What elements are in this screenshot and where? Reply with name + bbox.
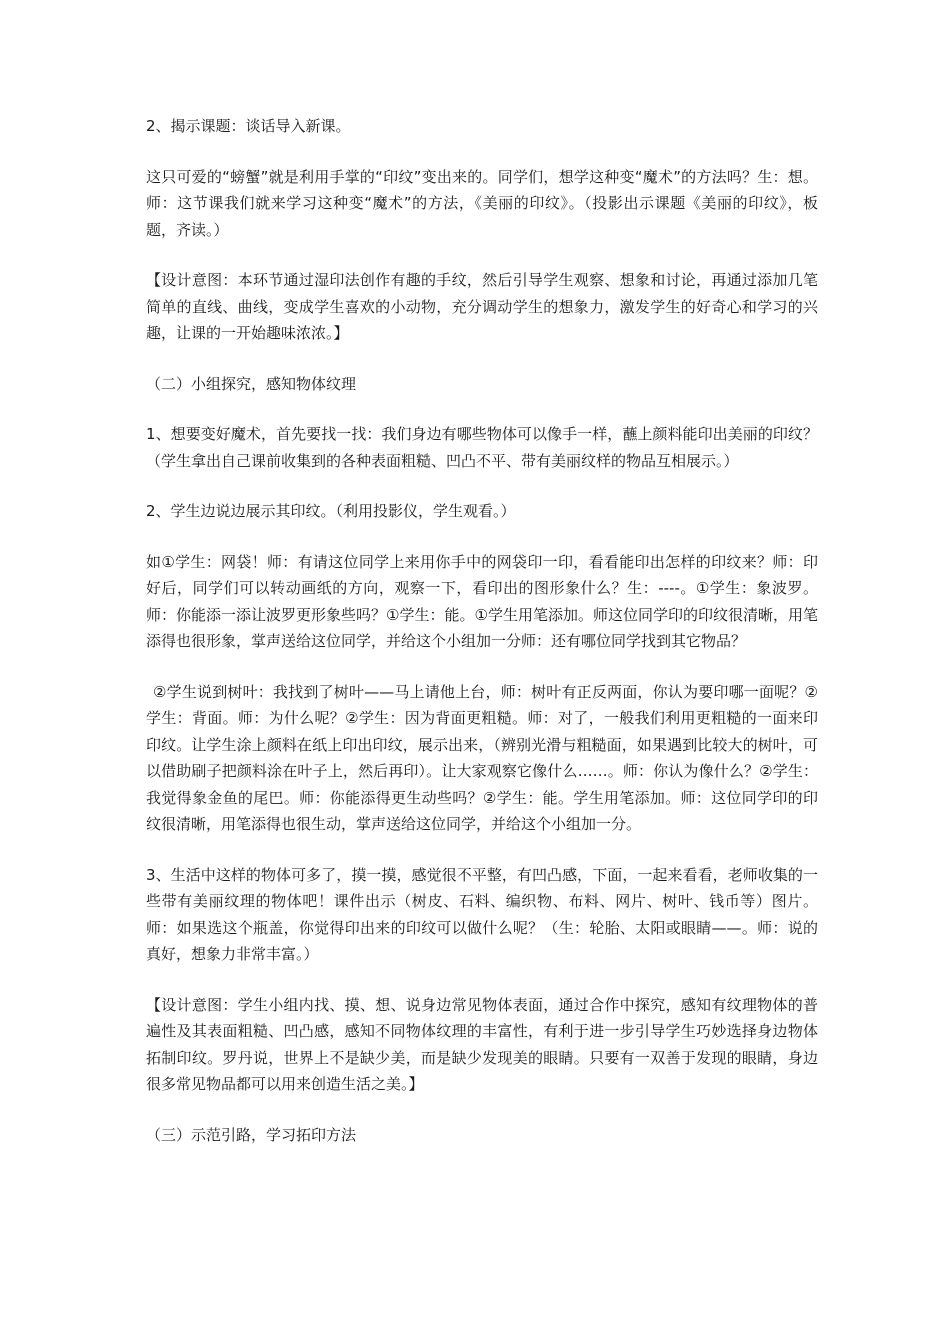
section-2-heading: （二）小组探究，感知物体纹理 bbox=[146, 374, 357, 393]
step-2-reveal-topic: 2、揭示课题：谈话导入新课。 bbox=[146, 117, 351, 135]
step-3-textured-objects: 3、生活中这样的物体可多了，摸一摸，感觉很不平整，有凹凸感，下面，一起来看看，老师收集的一些带有美丽纹理的物体吧！课件出示（树皮、石料、编织物、布料、网片、树叶、钱币等）图片。师：如果选这个瓶盖，你觉得印出来的印纹可以做什么呢？（生：轮胎、太阳或眼睛——。师：说的真好，想象力非常丰富。） bbox=[146, 865, 818, 963]
section-3-heading: （三）示范引路，学习拓印方法 bbox=[146, 1125, 357, 1144]
crab-intro-paragraph: 这只可爱的“螃蟹”就是利用手掌的“印纹”变出来的。同学们，想学这种变“魔术”的方法吗？生：想。师：这节课我们就来学习这种变“魔术”的方法，《美丽的印纹》。（投影出示课题《美丽的印纹》，板题，齐读。） bbox=[146, 167, 818, 239]
leaf-example: ②学生说到树叶：我找到了树叶——马上请他上台，师：树叶有正反两面，你认为要印哪一面呢？②学生：背面。师：为什么呢？②学生：因为背面更粗糙。师：对了，一般我们利用更粗糙的一面来印印纹。让学生涂上颜料在纸上印出印纹，展示出来，（辨别光滑与粗糙面，如果遇到比较大的树叶，可以借助刷子把颜料涂在叶子上，然后再印）。让大家观察它像什么……。师：你认为像什么？②学生：我觉得象金鱼的尾巴。师：你能添得更生动些吗？②学生：能。学生用笔添加。师：这位同学印的印纹很清晰，用笔添得也很生动，掌声送给这位同学，并给这个小组加一分。 bbox=[146, 682, 818, 833]
step-1-find-objects: 1、想要变好魔术，首先要找一找：我们身边有哪些物体可以像手一样，蘸上颜料能印出美丽的印纹？（学生拿出自己课前收集到的各种表面粗糙、凹凸不平、带有美丽纹样的物品互相展示。） bbox=[146, 425, 818, 470]
step-2-show-prints: 2、学生边说边展示其印纹。（利用投影仪，学生观看。） bbox=[146, 502, 516, 520]
design-intent-1: 【设计意图：本环节通过湿印法创作有趣的手纹，然后引导学生观察、想象和讨论，再通过添加几笔简单的直线、曲线，变成学生喜欢的小动物，充分调动学生的想象力，激发学生的好奇心和学习的兴趣，让课的一开始趣味浓浓。】 bbox=[146, 271, 818, 342]
document-body bbox=[146, 113, 818, 1172]
design-intent-2: 【设计意图：学生小组内找、摸、想、说身边常见物体表面，通过合作中探究，感知有纹理物体的普遍性及其表面粗糙、凹凸感，感知不同物体纹理的丰富性，有利于进一步引导学生巧妙选择身边物体拓制印纹。罗丹说，世界上不是缺少美，而是缺少发现美的眼睛。只要有一双善于发现的眼睛，身边很多常见物品都可以用来创造生活之美。】 bbox=[146, 995, 818, 1093]
net-bag-example: 如①学生：网袋！师：有请这位同学上来用你手中的网袋印一印，看看能印出怎样的印纹来？师：印好后，同学们可以转动画纸的方向，观察一下，看印出的图形象什么？生：----。①学生：象波罗。师：你能添一添让波罗更形象些吗？①学生：能。①学生用笔添加。师这位同学印的印纹很清晰，用笔添得也很形象，掌声送给这位同学，并给这个小组加一分师：还有哪位同学找到其它物品？ bbox=[146, 552, 818, 650]
